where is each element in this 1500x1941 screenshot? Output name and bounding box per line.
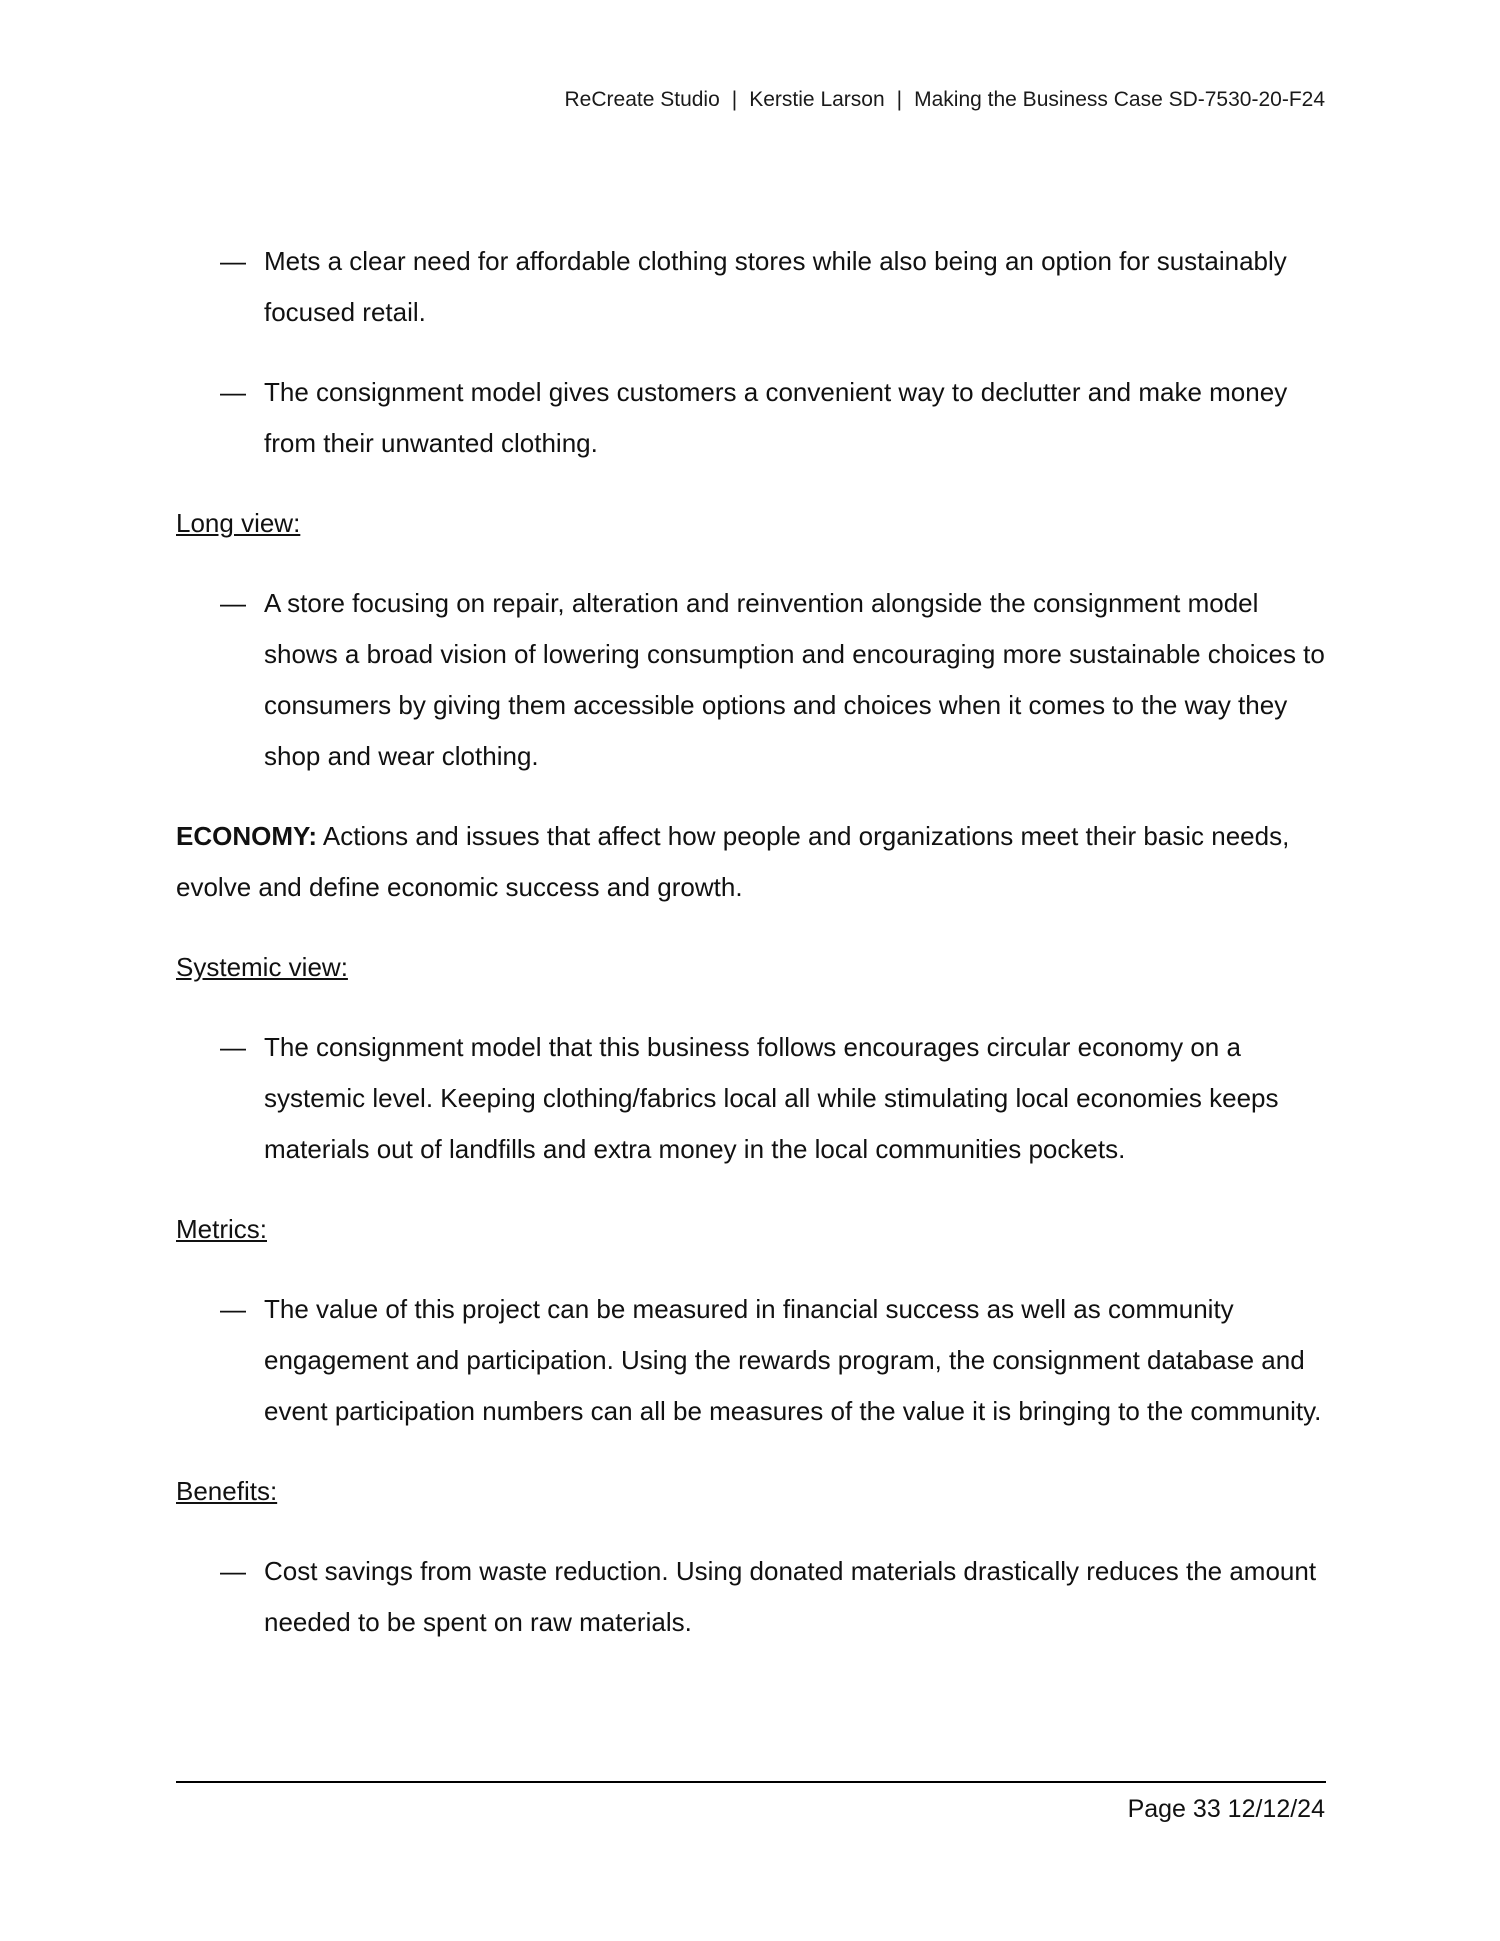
bullet-text: The value of this project can be measured in financial success as well as community engagement and participation. Using the rewards program, the consignment database and event participation numbers can all be measures of the value it is bringing to the community. [264, 1294, 1322, 1426]
metrics-heading: Metrics: [176, 1214, 267, 1244]
benefits-heading: Benefits: [176, 1476, 278, 1506]
long-view-heading: Long view: [176, 508, 301, 538]
footer-date: 12/12/24 [1227, 1795, 1325, 1823]
bullet-item [176, 367, 1326, 469]
header-course: Making the Business Case SD-7530-20-F24 [914, 88, 1325, 111]
bullet-text: The consignment model that this business follows encourages circular economy on a systemic level. Keeping clothing/fabrics local all while stimulating local economies keeps materials out of landfills and extra money in the local communities pockets. [264, 1032, 1279, 1164]
economy-text: Actions and issues that affect how people and organizations meet their basic needs, evolve and define economic success and growth. [176, 821, 1290, 902]
page-header [565, 88, 1325, 112]
page-number: Page 33 [1127, 1795, 1221, 1823]
header-separator: | [731, 88, 738, 111]
bullet-text: Cost savings from waste reduction. Using donated materials drastically reduces the amount needed to be spent on raw materials. [264, 1556, 1317, 1637]
bullet-text: A store focusing on repair, alteration and reinvention alongside the consignment model shows a broad vision of lowering consumption and encouraging more sustainable choices to consumers by giving them accessible options and choices when it comes to the way they shop and wear clothing. [264, 588, 1325, 771]
bullet-text: Mets a clear need for affordable clothing stores while also being an option for sustainably focused retail. [264, 246, 1287, 327]
header-author: Kerstie Larson [749, 88, 885, 111]
bullet-text: The consignment model gives customers a convenient way to declutter and make money from their unwanted clothing. [264, 377, 1288, 458]
em-dash-bullet: — [220, 377, 246, 407]
page-footer [1128, 1795, 1325, 1824]
document-body [176, 236, 1326, 1677]
bullet-item [176, 1022, 1326, 1175]
header-separator: | [896, 88, 903, 111]
em-dash-bullet: — [220, 1032, 246, 1062]
bullet-item [176, 1284, 1326, 1437]
em-dash-bullet: — [220, 588, 246, 618]
em-dash-bullet: — [220, 246, 246, 276]
economy-paragraph [176, 811, 1326, 913]
bullet-item [176, 1546, 1326, 1648]
footer-divider [176, 1781, 1326, 1783]
economy-label: ECONOMY: [176, 821, 318, 851]
em-dash-bullet: — [220, 1294, 246, 1324]
bullet-item [176, 236, 1326, 338]
header-studio: ReCreate Studio [564, 88, 720, 111]
em-dash-bullet: — [220, 1556, 246, 1586]
bullet-item [176, 578, 1326, 782]
systemic-view-heading: Systemic view: [176, 952, 348, 982]
